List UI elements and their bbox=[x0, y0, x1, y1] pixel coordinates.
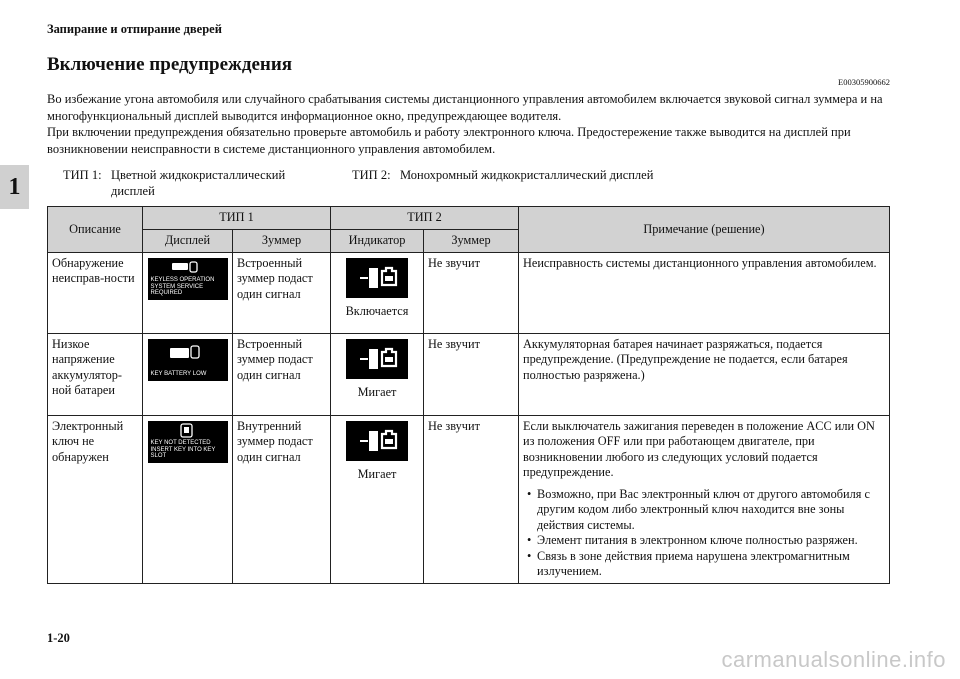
table-row bbox=[48, 252, 890, 333]
table-row bbox=[48, 333, 890, 415]
chapter-tab: 1 bbox=[0, 165, 29, 209]
table-row bbox=[48, 415, 890, 583]
display-cell bbox=[143, 333, 233, 415]
buzzer-type1-cell: Внутренний зуммер подаст один сигнал bbox=[233, 415, 331, 583]
note-cell: Неисправность системы дистанционного управления автомобилем. bbox=[519, 252, 890, 333]
key-warning-icon bbox=[346, 339, 408, 379]
buzzer-type1-cell: Встроенный зуммер подаст один сигнал bbox=[233, 333, 331, 415]
type1-legend bbox=[63, 167, 333, 199]
buzzer-type2-cell: Не звучит bbox=[424, 333, 519, 415]
indicator-cell bbox=[331, 333, 424, 415]
type2-legend bbox=[352, 167, 752, 183]
row-description: Электронный ключ не обнаружен bbox=[48, 415, 143, 583]
row-description: Низкое напряжение аккумулятор-ной батареи bbox=[48, 333, 143, 415]
key-indicator-lamp bbox=[346, 258, 408, 298]
warning-table bbox=[47, 206, 890, 584]
key-indicator-lamp bbox=[346, 421, 408, 461]
keyless-warning-display bbox=[148, 258, 228, 300]
intro-paragraph-2: При включении предупреждения обязательно проверьте автомобиль и работу электронного ключа. Предостережение также выводится на дисплей при возникновении неисправности в системе дистанционного управления автомобилем. bbox=[47, 125, 851, 156]
watermark: carmanualsonline.info bbox=[721, 647, 946, 672]
type1-value: Цветной жидкокристаллический дисплей bbox=[111, 168, 286, 198]
display-cell bbox=[143, 415, 233, 583]
buzzer-type2-cell: Не звучит bbox=[424, 415, 519, 583]
display-message: KEY BATTERY LOW bbox=[150, 371, 207, 377]
header-description: Описание bbox=[48, 207, 143, 253]
list-item: • Связь в зоне действия приема нарушена электромагнитным излучением. bbox=[537, 549, 885, 580]
reference-code: E00305900662 bbox=[838, 77, 890, 87]
indicator-state: Мигает bbox=[357, 384, 397, 399]
indicator-state: Мигает bbox=[357, 466, 397, 481]
intro-text bbox=[47, 91, 907, 157]
indicator-cell bbox=[331, 252, 424, 333]
buzzer-type2-cell: Не звучит bbox=[424, 252, 519, 333]
header-type2: ТИП 2 bbox=[331, 207, 519, 230]
header-buzzer-type1: Зуммер bbox=[233, 229, 331, 252]
key-warning-icon bbox=[346, 421, 408, 461]
note-cell bbox=[519, 415, 890, 583]
display-message: KEYLESS OPERATION SYSTEM SERVICE REQUIRED bbox=[150, 277, 215, 296]
page-title: Включение предупреждения bbox=[47, 54, 293, 75]
header-type1: ТИП 1 bbox=[143, 207, 331, 230]
header-indicator: Индикатор bbox=[331, 229, 424, 252]
key-warning-icon bbox=[346, 258, 408, 298]
note-bullet-list bbox=[523, 487, 885, 580]
display-cell bbox=[143, 252, 233, 333]
type1-label: ТИП 1: bbox=[63, 168, 102, 182]
type2-value: Монохромный жидкокристаллический дисплей bbox=[400, 168, 654, 182]
list-item: • Элемент питания в электронном ключе полностью разряжен. bbox=[537, 533, 885, 549]
header-note: Примечание (решение) bbox=[519, 207, 890, 253]
indicator-cell bbox=[331, 415, 424, 583]
key-indicator-lamp bbox=[346, 339, 408, 379]
note-text: Если выключатель зажигания переведен в положение ACC или ON из положения OFF или при работающем двигателе, при возникновении любого из следующих условий подается предупреждение. bbox=[523, 418, 875, 479]
note-cell: Аккумуляторная батарея начинает разряжаться, подается предупреждение. (Предупреждение не подается, если батарея полностью разряжена.) bbox=[519, 333, 890, 415]
key-not-detected-display bbox=[148, 421, 228, 463]
header-display: Дисплей bbox=[143, 229, 233, 252]
header-buzzer-type2: Зуммер bbox=[424, 229, 519, 252]
buzzer-type1-cell: Встроенный зуммер подаст один сигнал bbox=[233, 252, 331, 333]
battery-warning-display bbox=[148, 339, 228, 381]
indicator-state: Включается bbox=[345, 303, 409, 318]
section-header: Запирание и отпирание дверей bbox=[47, 22, 222, 36]
row-description: Обнаружение неисправ-ности bbox=[48, 252, 143, 333]
page-number: 1-20 bbox=[47, 631, 70, 645]
intro-paragraph-1: Во избежание угона автомобиля или случайного срабатывания системы дистанционного управления автомобилем включается звуковой сигнал зуммера и на многофункциональный дисплей выводится информационное окно, предупреждающее водителя. bbox=[47, 92, 883, 123]
type2-label: ТИП 2: bbox=[352, 168, 391, 182]
list-item: • Возможно, при Вас электронный ключ от другого автомобиля с другим кодом либо электронный ключ находится вне зоны действия системы. bbox=[537, 487, 885, 534]
display-message: KEY NOT DETECTED INSERT KEY INTO KEY SLOT bbox=[150, 440, 216, 459]
